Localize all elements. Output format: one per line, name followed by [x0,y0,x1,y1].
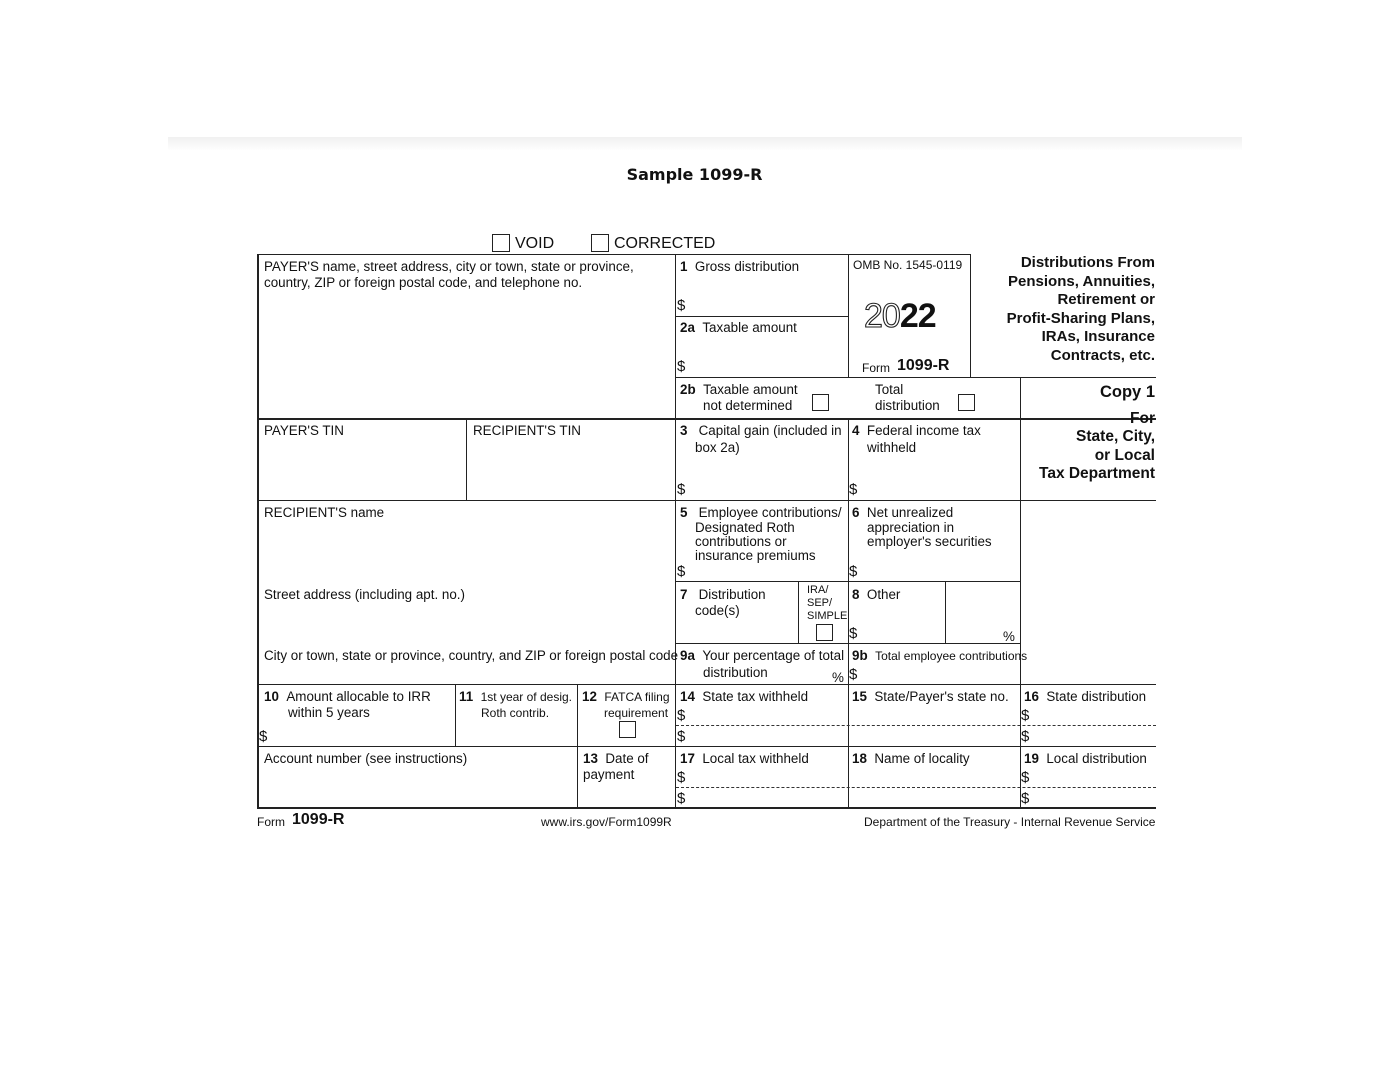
corrected-label: CORRECTED [614,235,716,252]
box7-distribution-code-field[interactable] [690,620,796,641]
box16-dollar-1: $ [1021,707,1030,724]
box2b-total-distribution-checkbox[interactable] [958,394,975,411]
payer-name-field[interactable] [259,292,673,416]
box5-dollar: $ [677,563,686,580]
box15-label: 15 State/Payer's state no. [852,689,1009,704]
box10-amount-field[interactable] [272,722,452,744]
box6-label-3: employer's securities [867,534,992,549]
box8-dollar: $ [849,625,858,642]
box17-dollar-1: $ [677,769,686,786]
box4-dollar: $ [849,481,858,498]
box12-label-2: requirement [604,706,669,720]
omb-form-name: 1099-R [897,357,950,374]
box2b-total-label-2: distribution [875,398,940,413]
payer-tin-label: PAYER'S TIN [264,423,344,438]
box19-label: 19 Local distribution [1024,751,1147,766]
box14-dollar-2: $ [677,728,686,745]
ira-sep-simple-label-3: SIMPLE [807,610,848,622]
payer-name-label-2: country, ZIP or foreign postal code, and telephone no. [264,275,583,290]
box7-label: 7 Distribution [680,587,766,602]
footer-form-prefix: Form [257,815,285,829]
box3-capital-gain-field[interactable] [690,458,846,498]
box12-fatca-checkbox[interactable] [619,721,636,738]
street-address-label: Street address (including apt. no.) [264,587,465,602]
box19-dollar-1: $ [1021,769,1030,786]
box10-label-2: within 5 years [288,705,370,720]
box10-label: 10 Amount allocable to IRR [264,689,431,704]
box2a-dollar: $ [677,358,686,375]
box4-federal-tax-withheld-field[interactable] [862,458,1018,498]
box17-label: 17 Local tax withheld [680,751,809,766]
box6-label: 6 Net unrealized [852,505,954,520]
box8-other-amount-field[interactable] [862,604,942,641]
box12-label: 12 FATCA filing [582,689,670,704]
form-title: Distributions From Pensions, Annuities, Retirement or Profit-Sharing Plans, IRAs, Insurance Contracts, etc. [1006,254,1155,364]
box15-state-no-field[interactable] [852,706,1018,744]
box6-label-2: appreciation in [867,520,955,535]
box8-percent-field[interactable] [948,604,1000,641]
box8-percent-sign: % [1003,629,1015,644]
box2a-label: 2a Taxable amount [680,320,797,335]
box7-label-2: code(s) [695,603,740,618]
box2b-label: 2b Taxable amount [680,382,798,397]
box2b-not-determined-checkbox[interactable] [812,394,829,411]
box19-dollar-2: $ [1021,790,1030,807]
box9b-dollar: $ [849,666,858,683]
box13-label: 13 Date of [583,751,649,766]
box5-label-2: Designated Roth [695,520,795,535]
box3-dollar: $ [677,481,686,498]
footer-url: www.irs.gov/Form1099R [541,815,672,829]
box6-dollar: $ [849,563,858,580]
box9a-label-2: distribution [703,665,768,680]
void-label: VOID [515,235,555,252]
box3-label-2: box 2a) [695,440,740,455]
box11-label-2: Roth contrib. [481,706,550,720]
box16-dollar-2: $ [1021,728,1030,745]
box9b-label: 9b Total employee contributions [852,648,1028,663]
box1-gross-distribution-field[interactable] [690,277,846,314]
box2b-label-2: not determined [703,398,793,413]
box2b-total-label: Total [875,382,904,397]
recipient-name-field[interactable] [259,522,673,582]
tax-year: 2022 [864,297,936,335]
city-label: City or town, state or province, country, and ZIP or foreign postal code [264,648,679,663]
payer-tin-field[interactable] [259,440,464,498]
box9a-label: 9a Your percentage of total [680,648,845,663]
box1-dollar: $ [677,297,686,314]
box18-locality-field[interactable] [852,768,1018,806]
box8-label: 8 Other [852,587,901,602]
page-heading: Sample 1099-R [626,165,763,184]
box14-dollar-1: $ [677,707,686,724]
recipient-name-label: RECIPIENT'S name [264,505,385,520]
box10-dollar: $ [259,728,268,745]
box4-label-2: withheld [867,440,917,455]
box17-dollar-2: $ [677,790,686,807]
recipient-tin-label: RECIPIENT'S TIN [473,423,581,438]
box5-label: 5 Employee contributions/ [680,505,842,520]
omb-form-prefix: Form [862,361,890,375]
box14-label: 14 State tax withheld [680,689,809,704]
footer-form-name: 1099-R [292,811,345,828]
box5-label-3: contributions or [695,534,787,549]
copy-designation: Copy 1 For State, City, or Local Tax Department [1039,383,1155,483]
ira-sep-simple-label: IRA/ [807,584,829,596]
box16-label: 16 State distribution [1024,689,1147,704]
corrected-checkbox[interactable] [591,234,609,252]
box18-label: 18 Name of locality [852,751,970,766]
street-address-field[interactable] [259,604,673,644]
box1-label: 1 Gross distribution [680,259,800,274]
omb-number: OMB No. 1545-0119 [853,258,963,272]
box11-label: 11 1st year of desig. [459,689,572,704]
box5-label-4: insurance premiums [695,548,816,563]
city-field[interactable] [259,665,673,683]
account-number-label: Account number (see instructions) [264,751,468,766]
box2a-taxable-amount-field[interactable] [690,338,846,375]
void-checkbox[interactable] [492,234,510,252]
box13-label-2: payment [583,767,635,782]
recipient-tin-field[interactable] [468,440,673,498]
payer-name-label: PAYER'S name, street address, city or town, state or province, [264,259,634,274]
top-shadow-band [168,137,1242,151]
ira-sep-simple-checkbox[interactable] [816,624,833,641]
box11-first-year-field[interactable] [459,722,574,744]
box9a-percent-sign: % [832,670,844,685]
box3-label: 3 Capital gain (included in [680,423,842,438]
account-number-field[interactable] [259,768,575,806]
footer-department: Department of the Treasury - Internal Revenue Service [864,815,1156,829]
box4-label: 4 Federal income tax [852,423,981,438]
ira-sep-simple-label-2: SEP/ [807,597,833,609]
